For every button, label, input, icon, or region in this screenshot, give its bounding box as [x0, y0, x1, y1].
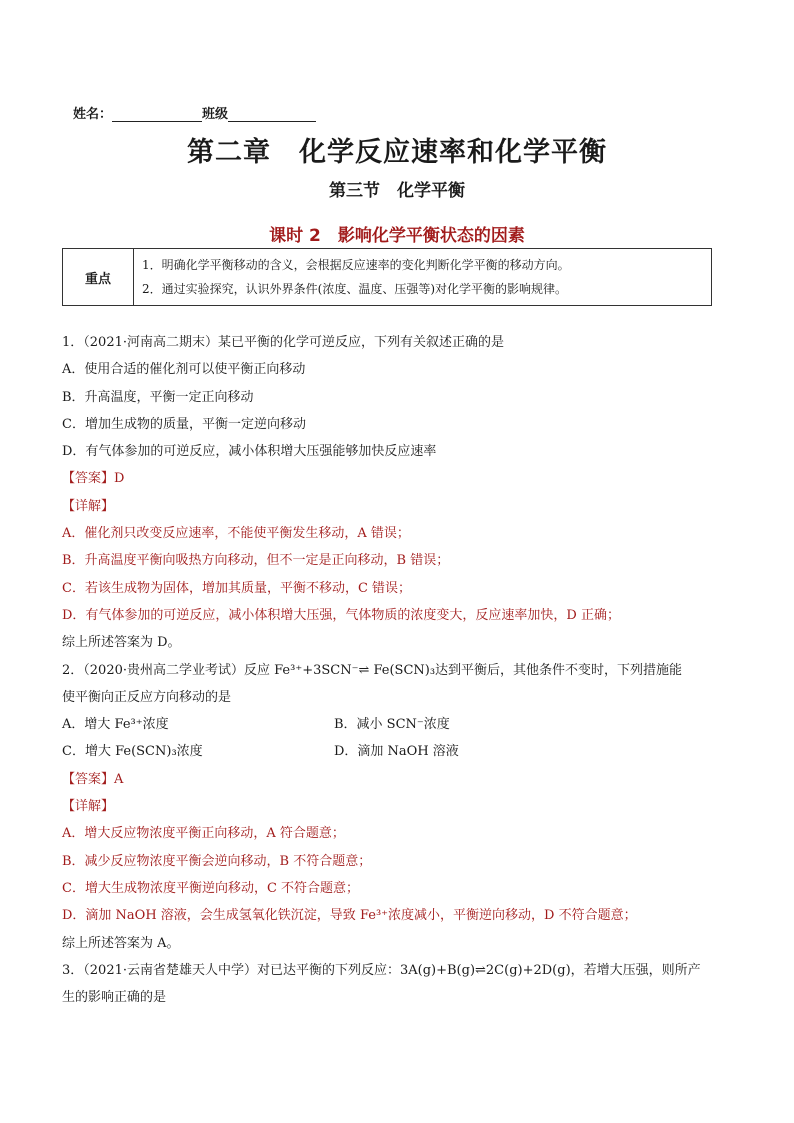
question-3-stem: 3．（2021·云南省楚雄天人中学）对已达平衡的下列反应：3A(g)+B(g)⇌2C(g)+2D(g)，若增大压强，则所产	[62, 962, 701, 978]
focus-item: 1．明确化学平衡移动的含义，会根据反应速率的变化判断化学平衡的移动方向。	[142, 258, 570, 272]
question-1-detail: A．催化剂只改变反应速率，不能使平衡发生移动，A 错误；	[62, 526, 410, 542]
lesson-title: 课时 2 影响化学平衡状态的因素	[269, 226, 525, 246]
name-blank[interactable]	[112, 108, 202, 122]
question-1-answer: 【答案】D	[62, 471, 125, 487]
question-1-stem: 1．（2021·河南高二期末）某已平衡的化学可逆反应，下列有关叙述正确的是	[62, 335, 504, 350]
question-2-options-row	[62, 738, 742, 765]
question-1-option: B．升高温度，平衡一定正向移动	[62, 389, 254, 405]
focus-item: 2．通过实验探究，认识外界条件(浓度、温度、压强等)对化学平衡的影响规律。	[142, 282, 568, 296]
question-2-option: D．滴加 NaOH 溶液	[334, 744, 459, 760]
question-2-summary: 综上所述答案为 A。	[62, 935, 180, 951]
question-1-summary: 综上所述答案为 D。	[62, 635, 181, 651]
focus-table	[62, 248, 712, 306]
question-3-stem: 生的影响正确的是	[62, 990, 167, 1006]
questions	[62, 329, 742, 1011]
question-1-detail: B．升高温度平衡向吸热方向移动，但不一定是正向移动，B 错误；	[62, 553, 450, 569]
question-1-detail-label: 【详解】	[62, 498, 115, 514]
question-1-option: C．增加生成物的质量，平衡一定逆向移动	[62, 416, 306, 432]
question-2-options-row	[62, 711, 742, 738]
question-2-stem: 2．（2020·贵州高二学业考试）反应 Fe³⁺+3SCN⁻⇌ Fe(SCN)₃达到平衡后，其他条件不变时，下列措施能	[62, 662, 683, 678]
section-title: 第三节 化学平衡	[329, 181, 465, 201]
question-2-detail-label: 【详解】	[62, 799, 115, 815]
name-class-line	[73, 103, 316, 122]
question-2-answer: 【答案】A	[62, 771, 124, 787]
question-2-detail: C．增大生成物浓度平衡逆向移动，C 不符合题意；	[62, 880, 360, 896]
question-2-detail: D．滴加 NaOH 溶液，会生成氢氧化铁沉淀，导致 Fe³⁺浓度减小，平衡逆向移动，D 不符合题意；	[62, 908, 637, 924]
question-2-option: C．增大 Fe(SCN)₃浓度	[62, 744, 203, 760]
question-2-detail: B．减少反应物浓度平衡会逆向移动，B 不符合题意；	[62, 853, 372, 869]
question-1-detail: D．有气体参加的可逆反应，减小体积增大压强，气体物质的浓度变大，反应速率加快，D 正确；	[62, 607, 620, 623]
class-label: 班级	[202, 107, 229, 122]
chapter-title: 第二章 化学反应速率和化学平衡	[187, 137, 607, 168]
focus-items	[134, 249, 712, 306]
focus-label: 重点	[63, 249, 134, 306]
class-blank[interactable]	[228, 108, 316, 122]
question-1-option: A．使用合适的催化剂可以使平衡正向移动	[62, 362, 306, 378]
question-1-detail: C．若该生成物为固体，增加其质量，平衡不移动，C 错误；	[62, 580, 412, 596]
question-2-stem: 使平衡向正反应方向移动的是	[62, 689, 232, 705]
question-2-option: B．减小 SCN⁻浓度	[334, 717, 450, 733]
question-2-detail: A．增大反应物浓度平衡正向移动，A 符合题意；	[62, 826, 345, 842]
question-1-option: D．有气体参加的可逆反应，减小体积增大压强能够加快反应速率	[62, 444, 437, 460]
question-2-option: A．增大 Fe³⁺浓度	[62, 717, 169, 733]
name-label: 姓名：	[73, 107, 113, 122]
